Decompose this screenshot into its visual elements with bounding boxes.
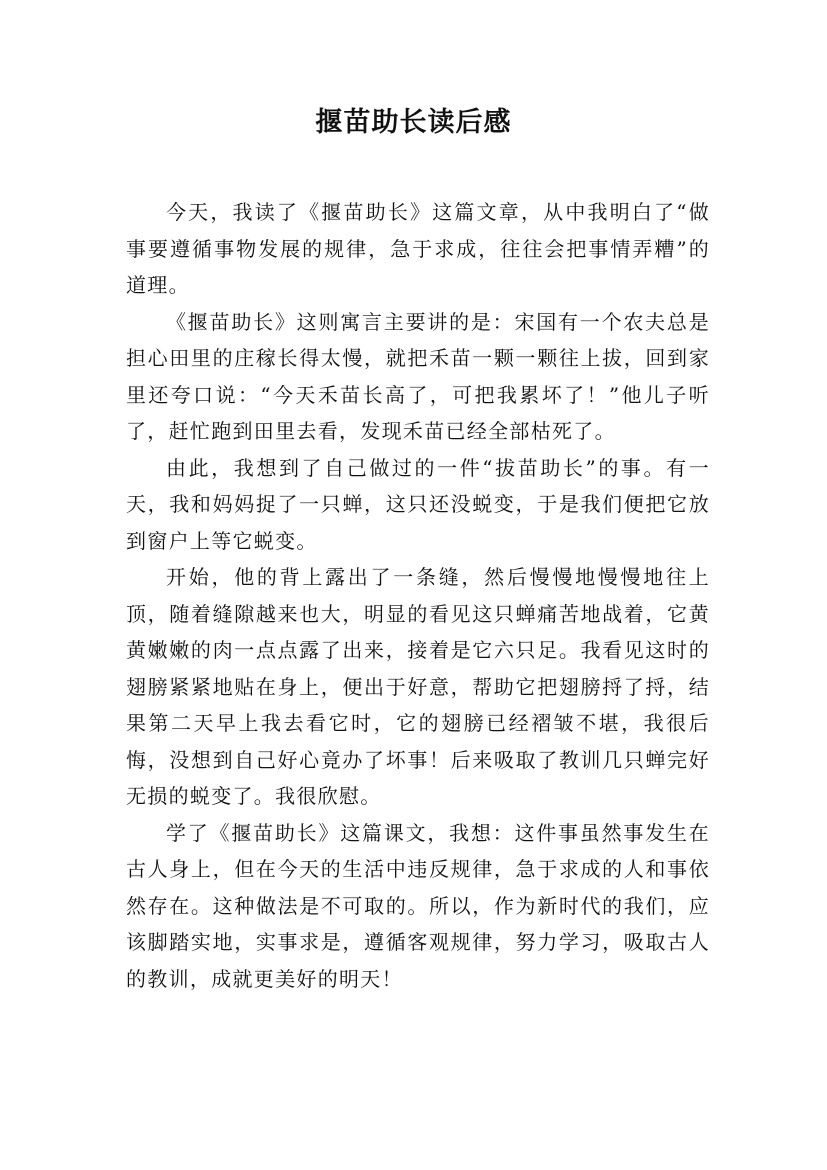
paragraph-3: 由此，我想到了自己做过的一件“拔苗助长”的事。有一天，我和妈妈捉了一只蝉，这只还没蜕变，于是我们便把它放到窗户上等它蜕变。 <box>126 455 710 553</box>
paragraph-2: 《揠苗助长》这则寓言主要讲的是：宋国有一个农夫总是担心田里的庄稼长得太慢，就把禾苗一颗一颗往上拔，回到家里还夸口说：“今天禾苗长高了，可把我累坏了！”他儿子听了，赶忙跑到田里去看，发现禾苗已经全部枯死了。 <box>126 309 710 443</box>
paragraph-4: 开始，他的背上露出了一条缝，然后慢慢地慢慢地往上顶，随着缝隙越来也大，明显的看见这只蝉痛苦地战着，它黄黄嫩嫩的肉一点点露了出来，接着是它六只足。我看见这时的翅膀紧紧地贴在身上，便出于好意，帮助它把翅膀捋了捋，结果第二天早上我去看它时，它的翅膀已经褶皱不堪，我很后悔，没想到自己好心竟办了坏事！后来吸取了教训几只蝉完好无损的蜕变了。我很欣慰。 <box>126 565 710 808</box>
paragraph-5: 学了《揠苗助长》这篇课文，我想：这件事虽然事发生在古人身上，但在今天的生活中违反规律，急于求成的人和事依然存在。这种做法是不可取的。所以，作为新时代的我们，应该脚踏实地，实事求是，遵循客观规律，努力学习，吸取古人的教训，成就更美好的明天！ <box>126 820 710 991</box>
document-body <box>126 194 710 997</box>
paragraph-1: 今天，我读了《揠苗助长》这篇文章，从中我明白了“做事要遵循事物发展的规律，急于求成，往往会把事情弄糟”的道理。 <box>126 200 710 297</box>
document-title: 揠苗助长读后感 <box>315 107 512 138</box>
